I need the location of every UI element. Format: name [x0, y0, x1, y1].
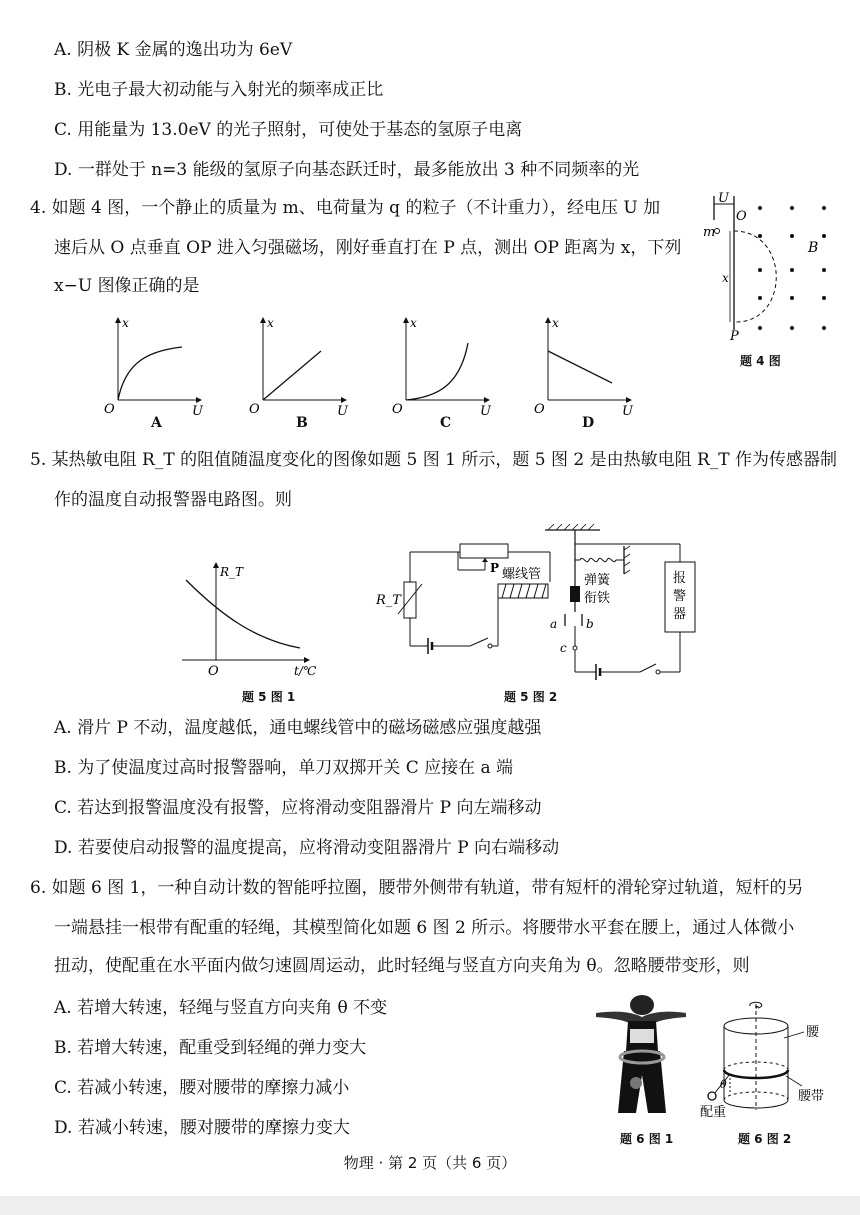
q4-fig-o-label: O	[736, 209, 747, 224]
q4-field-figure	[700, 190, 840, 344]
q5-option-d: D. 若要使启动报警的温度提高，应将滑动变阻器滑片 P 向右端移动	[54, 838, 560, 858]
q6-stem-line2: 一端悬挂一根带有配重的轻绳，其模型简化如题 6 图 2 所示。将腰带水平套在腰上，通过人体微小	[54, 918, 795, 938]
q5-graph-x-label: t/℃	[294, 664, 317, 678]
graph-b-origin: O	[249, 402, 260, 417]
q6-option-a: A. 若增大转速，轻绳与竖直方向夹角 θ 不变	[54, 998, 388, 1018]
q5-option-c: C. 若达到报警温度没有报警，应将滑动变阻器滑片 P 向左端移动	[54, 798, 542, 818]
q6-option-c: C. 若减小转速，腰对腰带的摩擦力减小	[54, 1078, 350, 1098]
graph-d-x: U	[622, 404, 633, 419]
q5-circuit-alarm-label-1: 报	[673, 571, 687, 586]
graph-c-origin: O	[392, 402, 403, 417]
graph-a-origin: O	[104, 402, 115, 417]
bottom-bar	[0, 1196, 860, 1215]
graph-b-label: B	[296, 415, 308, 431]
q5-fig1-caption: 题 5 图 1	[242, 690, 296, 704]
q4-stem-line1: 4. 如题 4 图，一个静止的质量为 m、电荷量为 q 的粒子（不计重力），经电压 U 加	[30, 198, 661, 218]
q4-fig-x-label: x	[722, 271, 729, 285]
q4-fig-m-label: m	[703, 225, 716, 240]
q5-circuit-c-label: c	[560, 641, 567, 655]
q3-option-d: D. 一群处于 n=3 能级的氢原子向基态跃迁时，最多能放出 3 种不同频率的光	[54, 160, 640, 180]
q5-graph-y-label: R_T	[220, 565, 244, 579]
q4-stem-line3: x−U 图像正确的是	[54, 276, 200, 296]
q3-option-c: C. 用能量为 13.0eV 的光子照射，可使处于基态的氢原子电离	[54, 120, 523, 140]
q5-circuit-figure	[370, 522, 700, 687]
graph-a-label: A	[151, 415, 162, 431]
q6-option-d: D. 若减小转速，腰对腰带的摩擦力变大	[54, 1118, 350, 1138]
q4-fig-u-label: U	[718, 191, 729, 206]
q5-resistance-graph	[182, 560, 322, 679]
q5-stem-line1: 5. 某热敏电阻 R_T 的阻值随温度变化的图像如题 5 图 1 所示，题 5 图 2 是由热敏电阻 R_T 作为传感器制	[30, 450, 838, 470]
field-dots	[758, 206, 826, 330]
q5-circuit-alarm-label-2: 警	[673, 589, 687, 604]
q6-stem-line3: 扭动，使配重在水平面内做匀速圆周运动，此时轻绳与竖直方向夹角为 θ。忽略腰带变形，则	[54, 956, 750, 976]
q5-circuit-rt-label: R_T	[376, 593, 401, 608]
q5-circuit-b-label: b	[586, 617, 594, 631]
q5-circuit-a-label: a	[550, 617, 558, 631]
q5-fig2-caption: 题 5 图 2	[504, 690, 558, 704]
q4-stem-line2: 速后从 O 点垂直 OP 进入匀强磁场，刚好垂直打在 P 点，测出 OP 距离为 x，下列	[54, 238, 682, 258]
q5-circuit-solenoid-label: 螺线管	[502, 567, 542, 582]
q6-fig2-belt: 腰带	[798, 1089, 825, 1104]
page-footer: 物理 · 第 2 页（共 6 页）	[343, 1154, 517, 1172]
q6-model-figure	[700, 1000, 840, 1120]
q3-option-b: B. 光电子最大初动能与入射光的频率成正比	[54, 80, 384, 100]
graph-b-y: x	[267, 316, 274, 330]
q6-fig2-weight: 配重	[700, 1105, 727, 1120]
graph-c-y: x	[410, 316, 417, 330]
q6-fig2-caption: 题 6 图 2	[738, 1132, 792, 1146]
graph-a-x: U	[192, 404, 203, 419]
q6-option-b: B. 若增大转速，配重受到轻绳的弹力变大	[54, 1038, 367, 1058]
q5-circuit-p-label: P	[490, 561, 500, 575]
q5-circuit-alarm-label-3: 器	[673, 607, 687, 622]
graph-a-y: x	[122, 316, 129, 330]
q4-graph-c	[392, 315, 498, 419]
q5-option-a: A. 滑片 P 不动，温度越低，通电螺线管中的磁场磁感应强度越强	[54, 718, 542, 738]
q6-fig2-waist: 腰	[806, 1025, 820, 1040]
q5-circuit-armature-label: 衔铁	[584, 591, 611, 606]
q6-stem-line1: 6. 如题 6 图 1，一种自动计数的智能呼拉圈，腰带外侧带有轨道，带有短杆的滑轮穿过轨道，短杆的另	[30, 878, 804, 898]
q5-option-b: B. 为了使温度过高时报警器响，单刀双掷开关 C 应接在 a 端	[54, 758, 514, 778]
q3-option-a: A. 阴极 K 金属的逸出功为 6eV	[54, 40, 293, 60]
q4-fig-p-label: P	[730, 329, 739, 344]
q6-fig2-theta: θ	[720, 1078, 727, 1091]
q4-graph-a	[104, 315, 210, 419]
q4-graph-b	[249, 315, 355, 419]
graph-b-x: U	[337, 404, 348, 419]
q5-graph-origin: O	[208, 664, 219, 679]
q4-graph-d	[534, 315, 640, 419]
graph-c-x: U	[480, 404, 491, 419]
graph-d-label: D	[582, 415, 595, 431]
graph-c-label: C	[440, 415, 452, 431]
q5-stem-line2: 作的温度自动报警器电路图。则	[54, 490, 292, 510]
q5-circuit-spring-label: 弹簧	[584, 573, 611, 588]
q6-fig1-caption: 题 6 图 1	[620, 1132, 674, 1146]
q6-hula-photo	[596, 995, 686, 1115]
graph-d-y: x	[552, 316, 559, 330]
q4-fig-b-label: B	[808, 240, 819, 256]
q4-figure-caption: 题 4 图	[740, 354, 781, 368]
graph-d-origin: O	[534, 402, 545, 417]
